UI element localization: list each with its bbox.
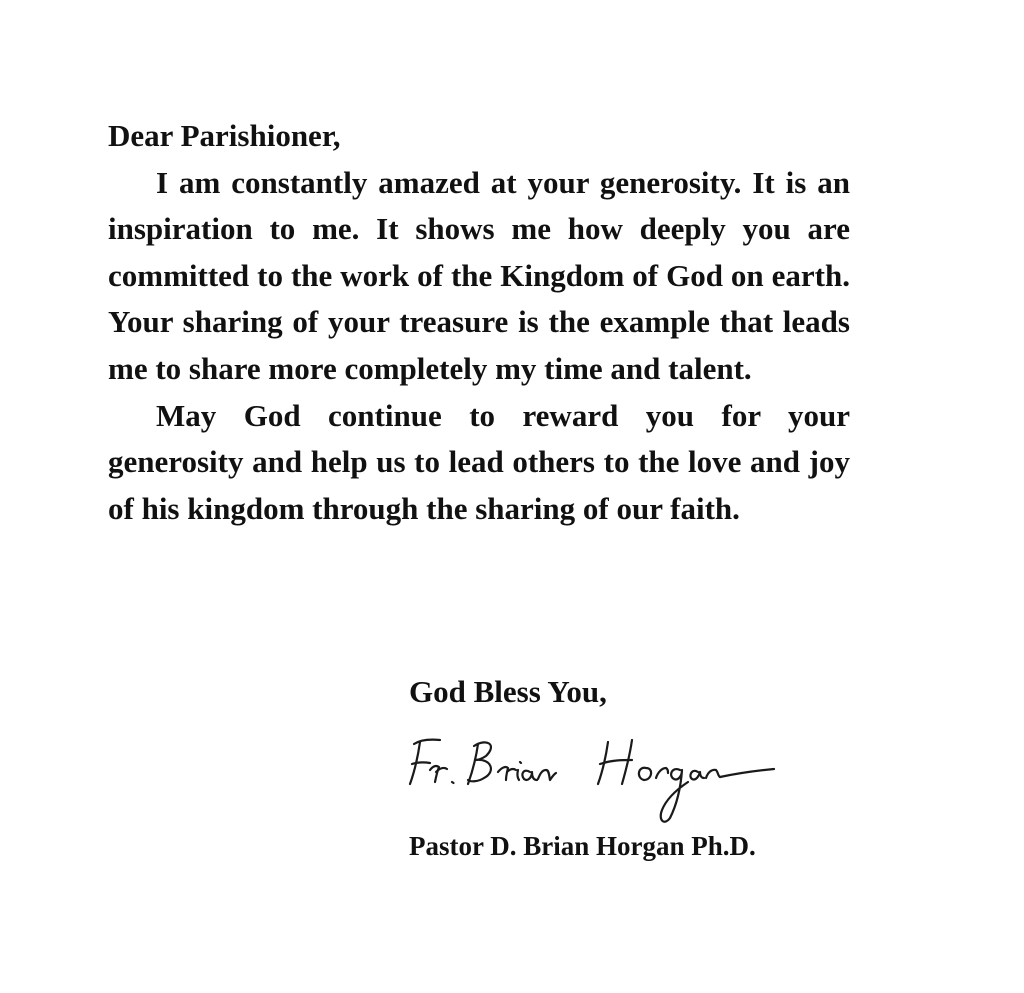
letter-body bbox=[108, 113, 850, 532]
paragraph-gratitude: I am constantly amazed at your generosity. It is an inspiration to me. It shows me how deeply you are committed to the work of the Kingdom of God on earth. Your sharing of your treasure is the example that leads me to share more completely my time and talent. bbox=[108, 164, 850, 386]
closing: God Bless You, bbox=[409, 674, 607, 709]
signer-name: Pastor D. Brian Horgan Ph.D. bbox=[409, 831, 756, 861]
paragraph-blessing: May God continue to reward you for your generosity and help us to lead others to the love and joy of his kingdom through the sharing of our faith. bbox=[108, 397, 850, 526]
handwritten-signature bbox=[400, 722, 780, 827]
salutation: Dear Parishioner, bbox=[108, 118, 341, 153]
